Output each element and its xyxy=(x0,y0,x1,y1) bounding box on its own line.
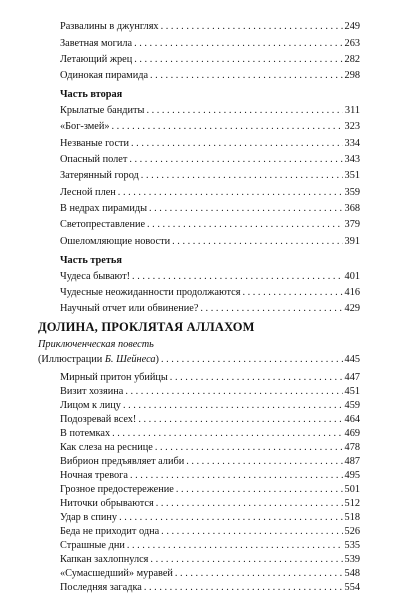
dot-leader xyxy=(175,567,343,580)
illustrations-label xyxy=(38,353,159,366)
toc-entry-title: Удар в спину xyxy=(60,512,118,523)
toc-entry-title: Крылатые бандиты xyxy=(60,105,145,116)
toc-entry-page: 518 xyxy=(344,512,360,523)
toc-entry xyxy=(60,427,360,440)
dot-leader xyxy=(127,539,343,552)
dot-leader xyxy=(150,69,343,82)
toc-entry xyxy=(60,539,360,552)
toc-entry-title: Ниточки обрываются xyxy=(60,498,154,509)
toc-entry-title: Мирный притон убийцы xyxy=(60,372,168,383)
toc-entry xyxy=(60,469,360,482)
toc-entry-title: Лесной плен xyxy=(60,187,116,198)
dot-leader xyxy=(170,371,343,384)
toc-entry-title: Ошеломляющие новости xyxy=(60,236,171,247)
toc-entry xyxy=(60,270,360,283)
toc-entry xyxy=(60,413,360,426)
dot-leader xyxy=(134,37,342,50)
toc-entry-title: Затерянный город xyxy=(60,170,139,181)
illustrator-name: Б. Шейнеса xyxy=(104,354,156,365)
toc-entry-page: 495 xyxy=(344,470,360,481)
dot-leader xyxy=(242,286,342,299)
dot-leader xyxy=(186,455,342,468)
dot-leader xyxy=(144,581,343,594)
toc-entry-title: В недрах пирамиды xyxy=(60,203,147,214)
toc-entry xyxy=(60,497,360,510)
toc-entry-page: 429 xyxy=(344,303,360,314)
toc-entry xyxy=(60,286,360,299)
dot-leader xyxy=(138,413,342,426)
toc-entry xyxy=(60,53,360,66)
toc-entry-page: 501 xyxy=(344,484,360,495)
toc-entry xyxy=(60,455,360,468)
toc-entry-title: Капкан захлопнулся xyxy=(60,554,149,565)
story-subtitle: Приключенческая повесть xyxy=(38,339,154,350)
dot-leader xyxy=(200,302,342,315)
dot-leader xyxy=(129,153,342,166)
toc-entry xyxy=(60,137,360,150)
toc-entry-page: 359 xyxy=(344,187,360,198)
dot-leader xyxy=(161,525,342,538)
dot-leader xyxy=(155,441,343,454)
part-heading: Часть вторая xyxy=(60,89,123,100)
toc-entry-title: Незваные гости xyxy=(60,138,130,149)
toc-entry-page: 311 xyxy=(344,105,360,116)
toc-entry-page: 548 xyxy=(344,568,360,579)
toc-entry-title: «Бог-змей» xyxy=(60,121,110,132)
dot-leader xyxy=(125,385,342,398)
dot-leader xyxy=(146,104,342,117)
toc-entry-title: Как слеза на реснице xyxy=(60,442,153,453)
dot-leader xyxy=(141,169,343,182)
toc-entry-title: Страшные дни xyxy=(60,540,125,551)
toc-entry xyxy=(60,20,360,33)
toc-entry-page: 282 xyxy=(344,54,360,65)
toc-entry-page: 343 xyxy=(344,154,360,165)
toc-entry-page: 445 xyxy=(344,354,360,365)
dot-leader xyxy=(161,353,343,366)
toc-entry xyxy=(60,483,360,496)
toc-entry-page: 512 xyxy=(344,498,360,509)
toc-entry xyxy=(60,202,360,215)
toc-entry xyxy=(60,37,360,50)
toc-entry-page: 334 xyxy=(344,138,360,149)
dot-leader xyxy=(149,202,343,215)
dot-leader xyxy=(118,186,343,199)
toc-entry-page: 298 xyxy=(344,70,360,81)
toc-entry-title: Научный отчет или обвинение? xyxy=(60,303,199,314)
toc-entry-title: «Сумасшедший» муравей xyxy=(60,568,173,579)
dot-leader xyxy=(147,218,343,231)
toc-entry xyxy=(60,104,360,117)
toc-entry-title: Заветная могила xyxy=(60,38,133,49)
toc-entry-title: Чудеса бывают! xyxy=(60,271,131,282)
toc-entry-page: 451 xyxy=(344,386,360,397)
toc-entry xyxy=(60,567,360,580)
dot-leader xyxy=(112,120,343,133)
dot-leader xyxy=(156,497,343,510)
toc-entry xyxy=(60,511,360,524)
dot-leader xyxy=(132,270,343,283)
toc-entry-page: 526 xyxy=(344,526,360,537)
illustrations-suffix: ) xyxy=(155,354,159,365)
toc-entry-title: Подозревай всех! xyxy=(60,414,137,425)
toc-entry-page: 351 xyxy=(344,170,360,181)
illustrations-prefix: (Иллюстрации xyxy=(38,354,105,365)
toc-entry-title: Лицом к лицу xyxy=(60,400,121,411)
toc-entry-page: 539 xyxy=(344,554,360,565)
toc-entry xyxy=(60,218,360,231)
toc-entry xyxy=(60,581,360,594)
dot-leader xyxy=(131,137,343,150)
toc-entry-page: 554 xyxy=(344,582,360,593)
dot-leader xyxy=(161,20,343,33)
toc-entry-title: В потемках xyxy=(60,428,111,439)
toc-entry xyxy=(60,553,360,566)
toc-entry-page: 391 xyxy=(344,236,360,247)
toc-entry-title: Ночная тревога xyxy=(60,470,128,481)
toc-entry-title: Чудесные неожиданности продолжаются xyxy=(60,287,241,298)
toc-entry-page: 249 xyxy=(344,21,360,32)
toc-entry xyxy=(60,525,360,538)
dot-leader xyxy=(134,53,342,66)
dot-leader xyxy=(176,483,343,496)
dot-leader xyxy=(130,469,343,482)
toc-entry-page: 379 xyxy=(344,219,360,230)
toc-entry xyxy=(60,235,360,248)
toc-entry-page: 535 xyxy=(344,540,360,551)
toc-entry xyxy=(60,399,360,412)
toc-entry xyxy=(60,153,360,166)
toc-entry-title: Опасный полет xyxy=(60,154,128,165)
toc-entry xyxy=(60,441,360,454)
toc-entry xyxy=(60,69,360,82)
dot-leader xyxy=(112,427,342,440)
toc-entry-title: Летающий жрец xyxy=(60,54,133,65)
toc-entry-title: Последняя загадка xyxy=(60,582,142,593)
toc-entry-title: Визит хозяина xyxy=(60,386,124,397)
toc-entry-title: Одинокая пирамида xyxy=(60,70,149,81)
toc-entry-page: 447 xyxy=(344,372,360,383)
toc-entry-page: 368 xyxy=(344,203,360,214)
toc-entry xyxy=(60,302,360,315)
dot-leader xyxy=(172,235,342,248)
toc-entry-title: Беда не приходит одна xyxy=(60,526,160,537)
toc-entry xyxy=(60,169,360,182)
toc-entry-page: 487 xyxy=(344,456,360,467)
toc-entry-page: 323 xyxy=(344,121,360,132)
toc-entry-page: 416 xyxy=(344,287,360,298)
dot-leader xyxy=(150,553,342,566)
toc-entry-title: Грозное предостережение xyxy=(60,484,174,495)
dot-leader xyxy=(119,511,342,524)
toc-entry-page: 401 xyxy=(344,271,360,282)
toc-entry-title: Вибрион предъявляет алиби xyxy=(60,456,185,467)
toc-entry-title: Развалины в джунглях xyxy=(60,21,159,32)
toc-entry xyxy=(60,385,360,398)
toc-entry xyxy=(60,120,360,133)
dot-leader xyxy=(123,399,343,412)
toc-entry-title: Светопреставление xyxy=(60,219,146,230)
toc-entry-page: 478 xyxy=(344,442,360,453)
toc-entry xyxy=(60,371,360,384)
toc-entry-page: 459 xyxy=(344,400,360,411)
part-heading: Часть третья xyxy=(60,255,122,266)
toc-entry xyxy=(60,186,360,199)
story-heading: ДОЛИНА, ПРОКЛЯТАЯ АЛЛАХОМ xyxy=(38,320,255,334)
toc-entry-page: 263 xyxy=(344,38,360,49)
toc-entry-page: 469 xyxy=(344,428,360,439)
toc-entry-page: 464 xyxy=(344,414,360,425)
illustrations-entry xyxy=(38,353,360,366)
